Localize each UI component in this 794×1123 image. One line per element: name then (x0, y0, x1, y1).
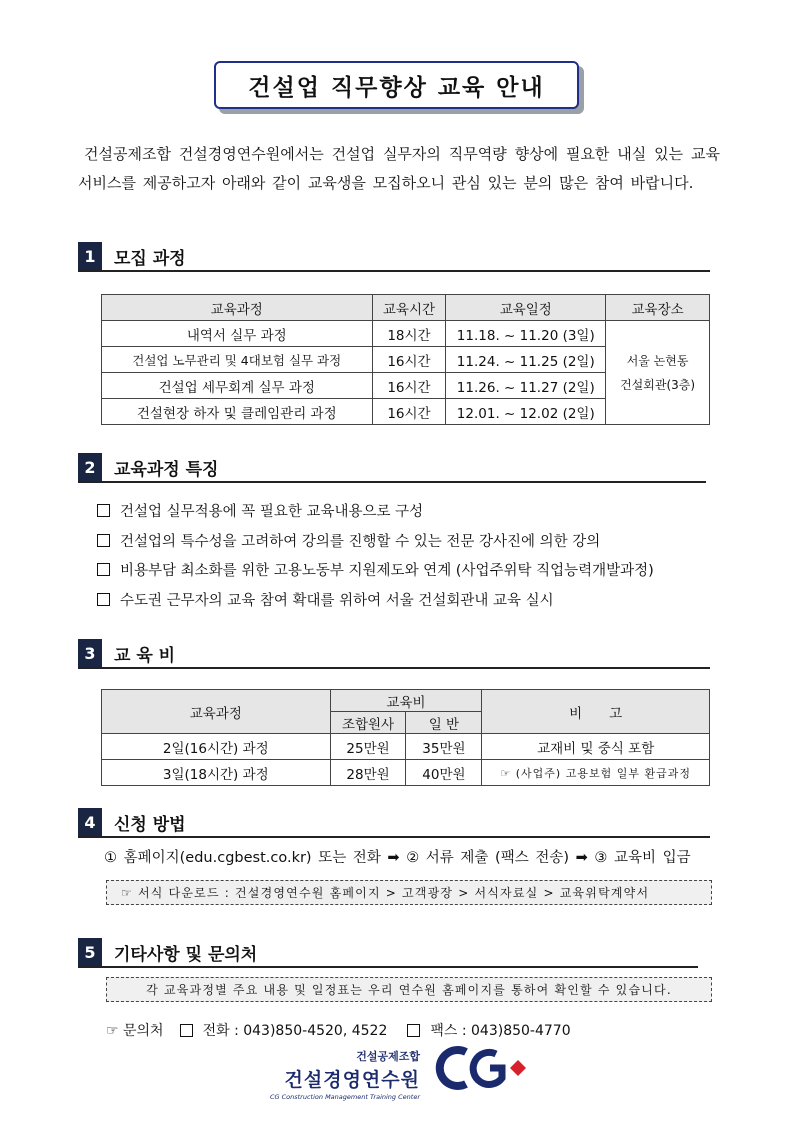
section-divider (78, 270, 710, 272)
section-number: 4 (78, 808, 102, 836)
table-header-row (102, 690, 710, 712)
feature-text: 비용부담 최소화를 위한 고용노동부 지원제도와 연계 (사업주위탁 직업능력개발과정) (120, 563, 654, 580)
header-hours: 교육시간 (372, 295, 446, 321)
fee-member: 28만원 (330, 760, 406, 786)
section-1-header (78, 242, 186, 270)
courses-table (101, 294, 710, 425)
table-header-row (102, 295, 710, 321)
header-place: 교육장소 (606, 295, 710, 321)
section-number: 3 (78, 639, 102, 667)
list-item (97, 496, 654, 526)
section-divider (78, 966, 698, 968)
course-hours: 16시간 (372, 399, 446, 425)
header-course: 교육과정 (102, 690, 331, 734)
etc-note: 각 교육과정별 주요 내용 및 일정표는 우리 연수원 홈페이지를 통하여 확인할 수 있습니다. (106, 977, 712, 1002)
section-title: 교 육 비 (114, 645, 176, 666)
logo-large-text: 건설경영연수원 (284, 1069, 420, 1091)
contact-label: ☞ 문의처 (106, 1023, 164, 1039)
checkbox-icon (180, 1024, 193, 1037)
section-title: 신청 방법 (114, 814, 186, 835)
fee-table (101, 689, 710, 786)
section-title: 기타사항 및 문의처 (114, 944, 258, 965)
logo-small-text: 건설공제조합 (356, 1050, 420, 1063)
course-dates: 11.24. ~ 11.25 (2일) (446, 347, 606, 373)
logo (250, 1048, 420, 1101)
course-dates: 11.26. ~ 11.27 (2일) (446, 373, 606, 399)
feature-text: 건설업의 특수성을 고려하여 강의를 진행할 수 있는 전문 강사진에 의한 강의 (120, 533, 601, 550)
cg-logo-icon (432, 1046, 526, 1090)
logo-english-text: CG Construction Management Training Center (269, 1093, 420, 1101)
course-hours: 16시간 (372, 373, 446, 399)
course-name: 건설현장 하자 및 클레임관리 과정 (102, 399, 373, 425)
course-name: 건설업 세무회계 실무 과정 (102, 373, 373, 399)
course-hours: 16시간 (372, 347, 446, 373)
checkbox-icon (97, 504, 110, 517)
header-note: 비 고 (482, 690, 710, 734)
header-general: 일 반 (406, 712, 482, 734)
checkbox-icon (407, 1024, 420, 1037)
header-fee: 교육비 (330, 690, 482, 712)
header-dates: 교육일정 (446, 295, 606, 321)
section-4-header (78, 808, 186, 836)
section-2-header (78, 453, 218, 481)
fee-course: 2일(16시간) 과정 (102, 734, 331, 760)
features-list (97, 496, 654, 614)
place-line-1: 서울 논현동 (626, 353, 689, 368)
list-item (97, 555, 654, 585)
section-number: 1 (78, 242, 102, 270)
checkbox-icon (97, 593, 110, 606)
contact-info (106, 1020, 571, 1040)
section-number: 5 (78, 938, 102, 966)
feature-text: 건설업 실무적용에 꼭 필요한 교육내용으로 구성 (120, 504, 424, 521)
section-divider (78, 836, 710, 838)
section-divider (78, 667, 710, 669)
course-place (606, 321, 710, 425)
checkbox-icon (97, 534, 110, 547)
course-hours: 18시간 (372, 321, 446, 347)
section-number: 2 (78, 453, 102, 481)
list-item (97, 526, 654, 556)
section-5-header (78, 938, 257, 966)
download-note: ☞ 서식 다운로드 : 건설경영연수원 홈페이지 > 고객광장 > 서식자료실 > 교육위탁계약서 (106, 880, 712, 905)
checkbox-icon (97, 563, 110, 576)
header-course: 교육과정 (102, 295, 373, 321)
course-name: 건설업 노무관리 및 4대보험 실무 과정 (102, 347, 373, 373)
place-line-2: 건설회관(3층) (620, 377, 696, 392)
feature-text: 수도권 근무자의 교육 참여 확대를 위하여 서울 건설회관내 교육 실시 (120, 592, 554, 609)
table-row (102, 734, 710, 760)
contact-fax: 팩스 : 043)850-4770 (430, 1023, 571, 1039)
section-title: 모집 과정 (114, 248, 186, 269)
fee-general: 40만원 (406, 760, 482, 786)
header-member: 조합원사 (330, 712, 406, 734)
section-divider (78, 481, 706, 483)
fee-note-2: ☞ (사업주) 고용보험 일부 환급과정 (482, 760, 710, 786)
contact-phone: 전화 : 043)850-4520, 4522 (202, 1023, 388, 1039)
section-title: 교육과정 특징 (114, 459, 219, 480)
fee-member: 25만원 (330, 734, 406, 760)
page-title: 건설업 직무향상 교육 안내 (214, 61, 579, 109)
intro-paragraph: 건설공제조합 건설경영연수원에서는 건설업 실무자의 직무역량 향상에 필요한 내실 있는 교육서비스를 제공하고자 아래와 같이 교육생을 모집하오니 관심 있는 분의 많은 참여 바랍니다. (78, 145, 720, 192)
course-name: 내역서 실무 과정 (102, 321, 373, 347)
list-item (97, 585, 654, 615)
table-row (102, 321, 710, 347)
course-dates: 12.01. ~ 12.02 (2일) (446, 399, 606, 425)
table-row (102, 760, 710, 786)
fee-general: 35만원 (406, 734, 482, 760)
apply-steps: ① 홈페이지(edu.cgbest.co.kr) 또는 전화 ➡ ② 서류 제출 (팩스 전송) ➡ ③ 교육비 입금 (104, 850, 691, 866)
course-dates: 11.18. ~ 11.20 (3일) (446, 321, 606, 347)
fee-note-1: 교재비 및 중식 포함 (482, 734, 710, 760)
section-3-header (78, 639, 175, 667)
fee-course: 3일(18시간) 과정 (102, 760, 331, 786)
